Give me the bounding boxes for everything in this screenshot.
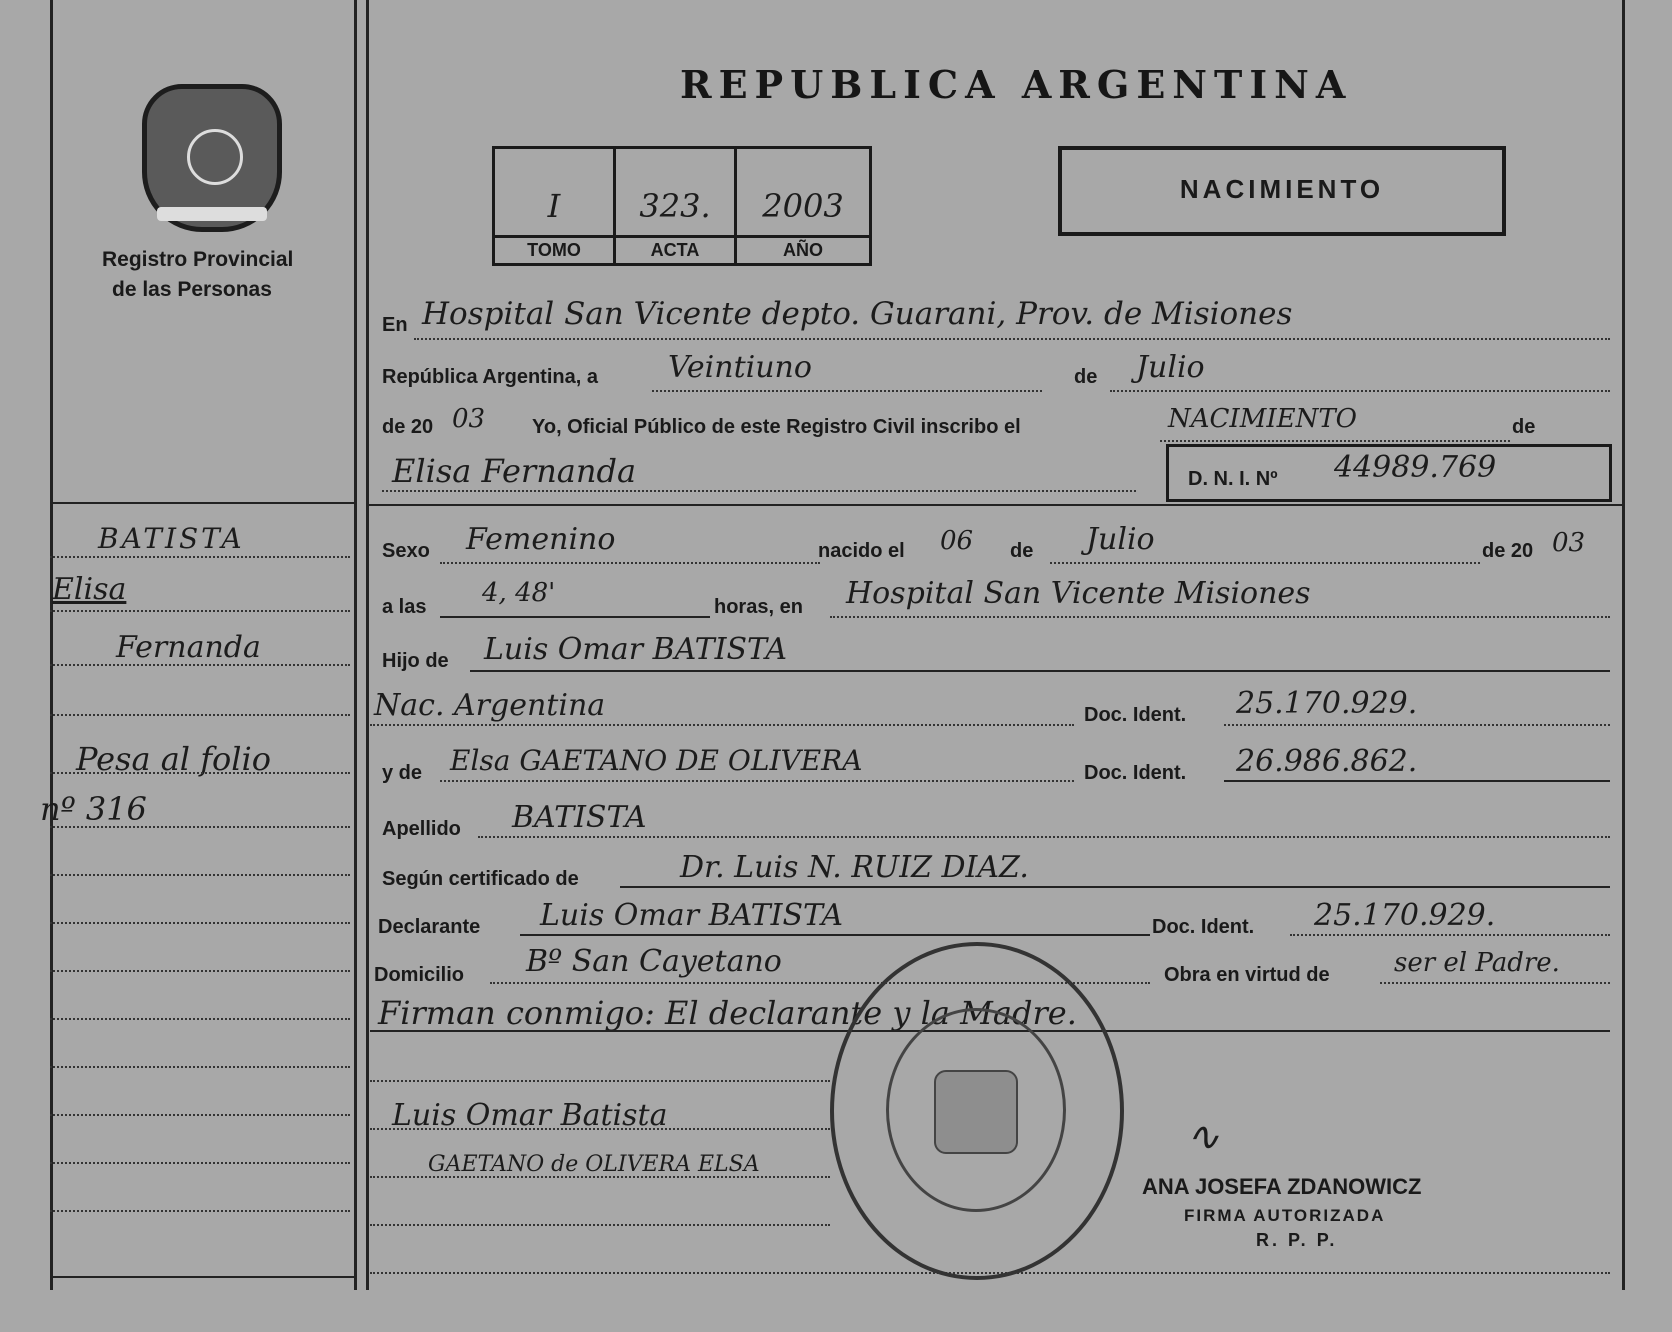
tomo-cell: [495, 149, 616, 263]
madre-doc-line: [1224, 780, 1610, 782]
apellido-line: [478, 836, 1610, 838]
domicilio-value: Bº San Cayetano: [526, 944, 782, 979]
firman-value: Firman conmigo: El declarante y la Madre.: [378, 994, 1077, 1032]
padre-doc: 25.170.929.: [1236, 686, 1418, 721]
padre-value: Luis Omar BATISTA: [484, 632, 788, 667]
left-border-line: [50, 0, 53, 1290]
declarante-value: Luis Omar BATISTA: [540, 898, 844, 933]
crest-ribbon-icon: [157, 207, 267, 221]
margin-bottom-line: [50, 1276, 356, 1278]
margin-divider-line-2: [366, 0, 369, 1290]
official-name: ANA JOSEFA ZDANOWICZ: [1142, 1174, 1422, 1199]
sexo-label: Sexo: [382, 540, 430, 562]
anio-prefix-label: de 20: [382, 416, 434, 438]
margin-line-14: [50, 1210, 350, 1212]
padre-doc-line: [1224, 724, 1610, 726]
record-type-label: NACIMIENTO: [1179, 174, 1385, 204]
margin-line-3: [50, 664, 350, 666]
oficial-label: Yo, Oficial Público de este Registro Civil inscribo el: [532, 416, 1021, 438]
document-title: REPUBLICA ARGENTINA: [680, 62, 1353, 107]
nacido-mes-line: [1050, 562, 1480, 564]
left-top-divider: [50, 502, 356, 504]
margin-nombre2: Fernanda: [116, 630, 261, 665]
blank-line-1: [370, 1080, 830, 1082]
margin-line-8: [50, 922, 350, 924]
official-rpp: R. P. P.: [1256, 1230, 1338, 1250]
madre-value: Elsa GAETANO DE OLIVERA: [450, 744, 863, 777]
margin-line-9: [50, 970, 350, 972]
margin-line-6: [50, 826, 350, 828]
nacido-mes: Julio: [1086, 522, 1155, 557]
mes-line: [1110, 390, 1610, 392]
sexo-value: Femenino: [466, 522, 616, 557]
lugar-line: [830, 616, 1610, 618]
inscribo-line: [1160, 440, 1510, 442]
nacido-dia: 06: [940, 526, 974, 556]
dni-label: D. N. I. Nº: [1188, 468, 1278, 490]
crest-sun-icon: [187, 129, 243, 185]
horas-label: horas, en: [714, 596, 803, 618]
docident1-label: Doc. Ident.: [1084, 704, 1187, 726]
blank-line-4: [370, 1224, 830, 1226]
tomo-value: I: [547, 187, 561, 225]
margin-nombre1: Elisa: [52, 572, 127, 607]
alas-label: a las: [382, 596, 427, 618]
declarante-line: [520, 934, 1150, 936]
de3-label: de: [1010, 540, 1034, 562]
official-stamp: [830, 942, 1124, 1280]
inscribo-value: NACIMIENTO: [1168, 404, 1357, 434]
tomo-label: TOMO: [495, 235, 613, 261]
declarante-doc-line: [1290, 934, 1610, 936]
segun-label: Según certificado de: [382, 868, 579, 890]
registry-name-line1: Registro Provincial: [102, 248, 294, 271]
dia-texto: Veintiuno: [668, 350, 812, 385]
mes-texto: Julio: [1136, 350, 1205, 385]
stamp-crest-icon: [934, 1070, 1018, 1154]
signature-mother: GAETANO de OLIVERA ELSA: [428, 1152, 760, 1177]
acta-value: 323.: [639, 187, 711, 225]
acta-cell: [616, 149, 737, 263]
obra-label: Obra en virtud de: [1164, 964, 1330, 986]
anio-label: AÑO: [737, 235, 869, 261]
lugar-value: Hospital San Vicente Misiones: [846, 576, 1311, 611]
margin-line-12: [50, 1114, 350, 1116]
dia-line: [652, 390, 1042, 392]
padre-line: [470, 670, 1610, 672]
signature-father: Luis Omar Batista: [392, 1098, 668, 1133]
obra-line: [1380, 982, 1610, 984]
official-role: FIRMA AUTORIZADA: [1184, 1206, 1386, 1225]
dni-value: 44989.769: [1334, 450, 1497, 485]
segun-value: Dr. Luis N. RUIZ DIAZ.: [680, 850, 1029, 885]
record-number-box: [492, 146, 872, 266]
de1-label: de: [1074, 366, 1098, 388]
province-crest-icon: [142, 84, 282, 232]
anio-suffix-value: 03: [452, 404, 486, 434]
segun-line: [620, 886, 1610, 888]
hijo-label: Hijo de: [382, 650, 449, 672]
anio-cell: [737, 149, 869, 263]
nombre-line: [382, 490, 1136, 492]
padre-nac: Nac. Argentina: [374, 688, 606, 723]
docident2-label: Doc. Ident.: [1084, 762, 1187, 784]
apellido-label: Apellido: [382, 818, 461, 840]
margin-line-7: [50, 874, 350, 876]
margin-nota1: Pesa al folio: [76, 740, 272, 778]
en-value: Hospital San Vicente depto. Guarani, Prov. de Misiones: [422, 296, 1293, 332]
domicilio-label: Domicilio: [374, 964, 465, 986]
acta-label: ACTA: [616, 235, 734, 261]
margin-divider-line: [354, 0, 357, 1290]
republica-label: República Argentina, a: [382, 366, 598, 388]
nacido-anio: 03: [1552, 528, 1586, 558]
de2-label: de: [1512, 416, 1536, 438]
apellido-value: BATISTA: [512, 800, 647, 835]
margin-line-11: [50, 1066, 350, 1068]
yde-label: y de: [382, 762, 423, 784]
de20-label: de 20: [1482, 540, 1534, 562]
main-divider: [366, 504, 1622, 506]
anio-value: 2003: [762, 187, 844, 225]
declarante-doc: 25.170.929.: [1314, 898, 1496, 933]
margin-line-1: [50, 556, 350, 558]
declarante-label: Declarante: [378, 916, 481, 938]
margin-line-13: [50, 1162, 350, 1164]
hora-value: 4, 48': [482, 578, 556, 608]
margin-apellido: BATISTA: [98, 522, 245, 555]
obra-value: ser el Padre.: [1394, 948, 1560, 978]
hora-line: [440, 616, 710, 618]
margin-line-5: [50, 772, 350, 774]
record-type-box: [1058, 146, 1506, 236]
madre-line: [440, 780, 1074, 782]
margin-line-10: [50, 1018, 350, 1020]
madre-doc: 26.986.862.: [1236, 744, 1418, 779]
nombre-value: Elisa Fernanda: [392, 452, 637, 490]
registry-name-line2: de las Personas: [112, 278, 272, 301]
en-label: En: [382, 314, 408, 336]
docident3-label: Doc. Ident.: [1152, 916, 1255, 938]
margin-line-2: [50, 610, 350, 612]
margin-line-4: [50, 714, 350, 716]
padre-nac-line: [370, 724, 1074, 726]
official-signature-scribble: ∿: [1186, 1114, 1220, 1160]
right-border-line: [1622, 0, 1625, 1290]
en-line: [414, 338, 1610, 340]
nacido-label: nacido el: [818, 540, 905, 562]
sexo-line: [440, 562, 820, 564]
margin-nota2: nº 316: [40, 790, 147, 828]
